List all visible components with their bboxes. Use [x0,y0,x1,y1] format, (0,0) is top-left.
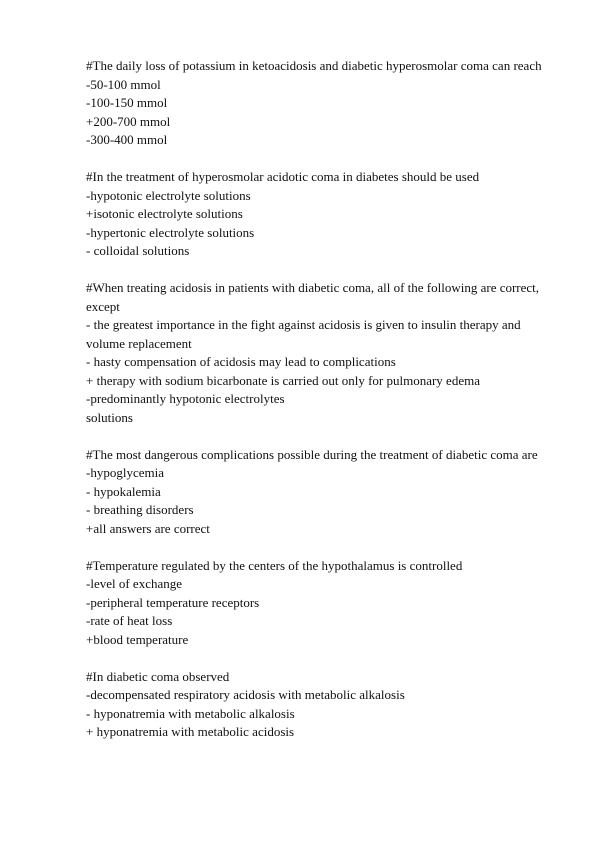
answer-option: +200-700 mmol [86,113,171,129]
answer-option: -predominantly hypotonic electrolytes [86,391,285,406]
answer-option: +blood temperature [86,631,189,647]
answer-option: - breathing disorders [86,502,194,517]
question-5 [86,557,556,650]
answer-option: +isotonic electrolyte solutions [86,206,243,221]
question-4 [86,446,556,539]
question-text: #The most dangerous complications possible during the treatment of diabetic coma are [86,446,538,462]
answer-option: - colloidal solutions [86,243,190,258]
answer-option: + hyponatremia with metabolic acidosis [86,724,295,739]
answer-option: - the greatest importance in the fight against acidosis is given to insulin therapy and volume replacement [86,317,521,351]
question-text: #When treating acidosis in patients with diabetic coma, all of the following are correct, except [86,280,540,314]
answer-option: - hypokalemia [86,483,161,499]
answer-option: + therapy with sodium bicarbonate is carried out only for pulmonary edema [86,372,480,388]
answer-option: -hypotonic electrolyte solutions [86,187,251,203]
answer-option: -50-100 mmol [86,76,161,92]
question-text: #The daily loss of potassium in ketoacidosis and diabetic hyperosmolar coma can reach [86,58,542,73]
answer-option: -hypertonic electrolyte solutions [86,224,255,240]
answer-option: -100-150 mmol [86,95,168,110]
answer-option: +all answers are correct [86,520,210,536]
question-2 [86,168,556,261]
answer-option: - hasty compensation of acidosis may lead to complications [86,354,396,369]
answer-option: -decompensated respiratory acidosis with metabolic alkalosis [86,687,405,702]
question-text: #In diabetic coma observed [86,668,230,684]
answer-option: -300-400 mmol [86,132,168,147]
answer-option: solutions [86,409,133,425]
question-1 [86,57,556,150]
answer-option: -peripheral temperature receptors [86,594,260,610]
question-6 [86,668,556,742]
answer-option: -level of exchange [86,576,183,591]
question-text: #Temperature regulated by the centers of the hypothalamus is controlled [86,557,463,573]
question-3 [86,279,556,427]
question-text: #In the treatment of hyperosmolar acidotic coma in diabetes should be used [86,169,480,184]
answer-option: -rate of heat loss [86,613,173,628]
answer-option: -hypoglycemia [86,465,164,480]
document-page [86,57,556,760]
answer-option: - hyponatremia with metabolic alkalosis [86,705,295,721]
